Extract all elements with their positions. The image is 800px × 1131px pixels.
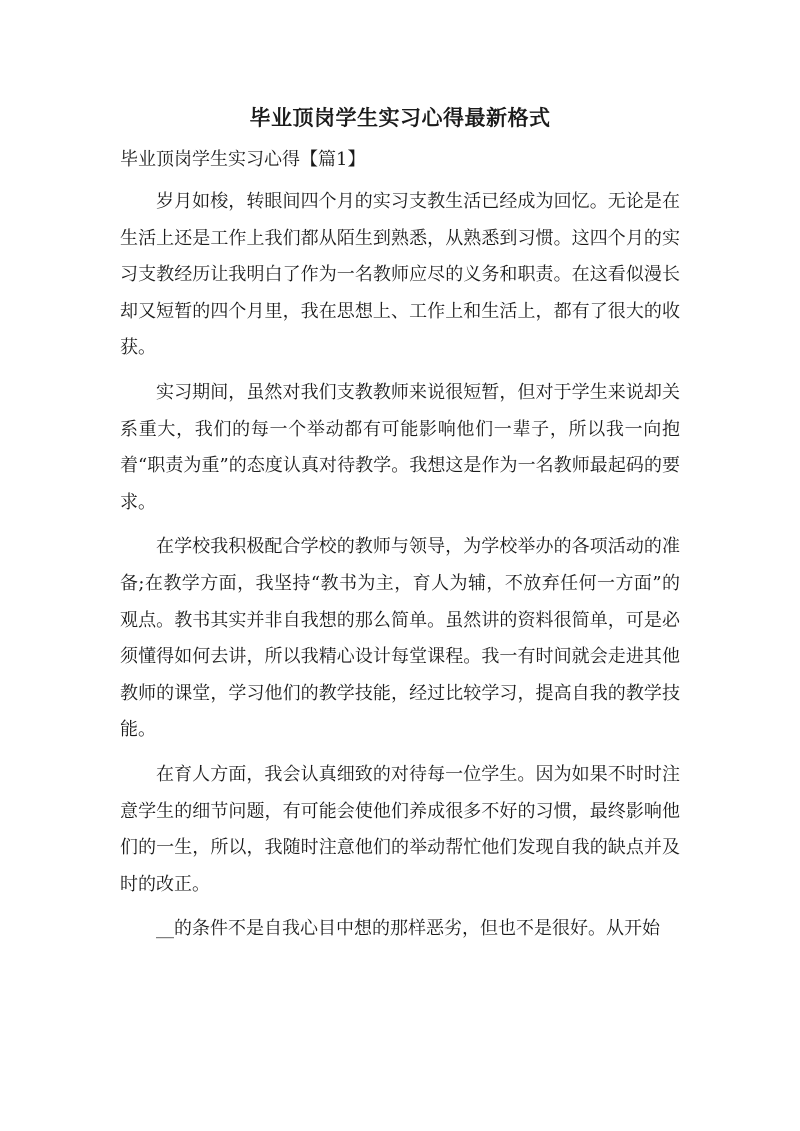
paragraph: 在学校我积极配合学校的教师与领导，为学校举办的各项活动的准备;在教学方面，我坚持“教书为主，育人为辅，不放弃任何一方面”的观点。教书其实并非自我想的那么简单。虽然讲的资料很简单，可是必须懂得如何去讲，所以我精心设计每堂课程。我一有时间就会走进其他教师的课堂，学习他们的教学技能，经过比较学习，提高自我的教学技能。 (120, 536, 680, 741)
paragraph: 实习期间，虽然对我们支教教师来说很短暂，但对于学生来说却关系重大，我们的每一个举动都有可能影响他们一辈子，所以我一向抱着“职责为重”的态度认真对待教学。我想这是作为一名教师最起码的要求。 (120, 381, 680, 513)
paragraph: 在育人方面，我会认真细致的对待每一位学生。因为如果不时时注意学生的细节问题，有可能会使他们养成很多不好的习惯，最终影响他们的一生，所以，我随时注意他们的举动帮忙他们发现自我的缺点并及时的改正。 (120, 763, 680, 895)
document-title: 毕业顶岗学生实习心得最新格式 (249, 105, 551, 130)
section-heading: 毕业顶岗学生实习心得【篇1】 (120, 149, 366, 170)
paragraph: __的条件不是自我心目中想的那样恶劣，但也不是很好。从开始 (156, 918, 660, 940)
document-body (120, 184, 680, 956)
paragraph: 岁月如梭，转眼间四个月的实习支教生活已经成为回忆。无论是在生活上还是工作上我们都从陌生到熟悉，从熟悉到习惯。这四个月的实习支教经历让我明白了作为一名教师应尽的义务和职责。在这看似漫长却又短暂的四个月里，我在思想上、工作上和生活上，都有了很大的收获。 (120, 191, 680, 359)
